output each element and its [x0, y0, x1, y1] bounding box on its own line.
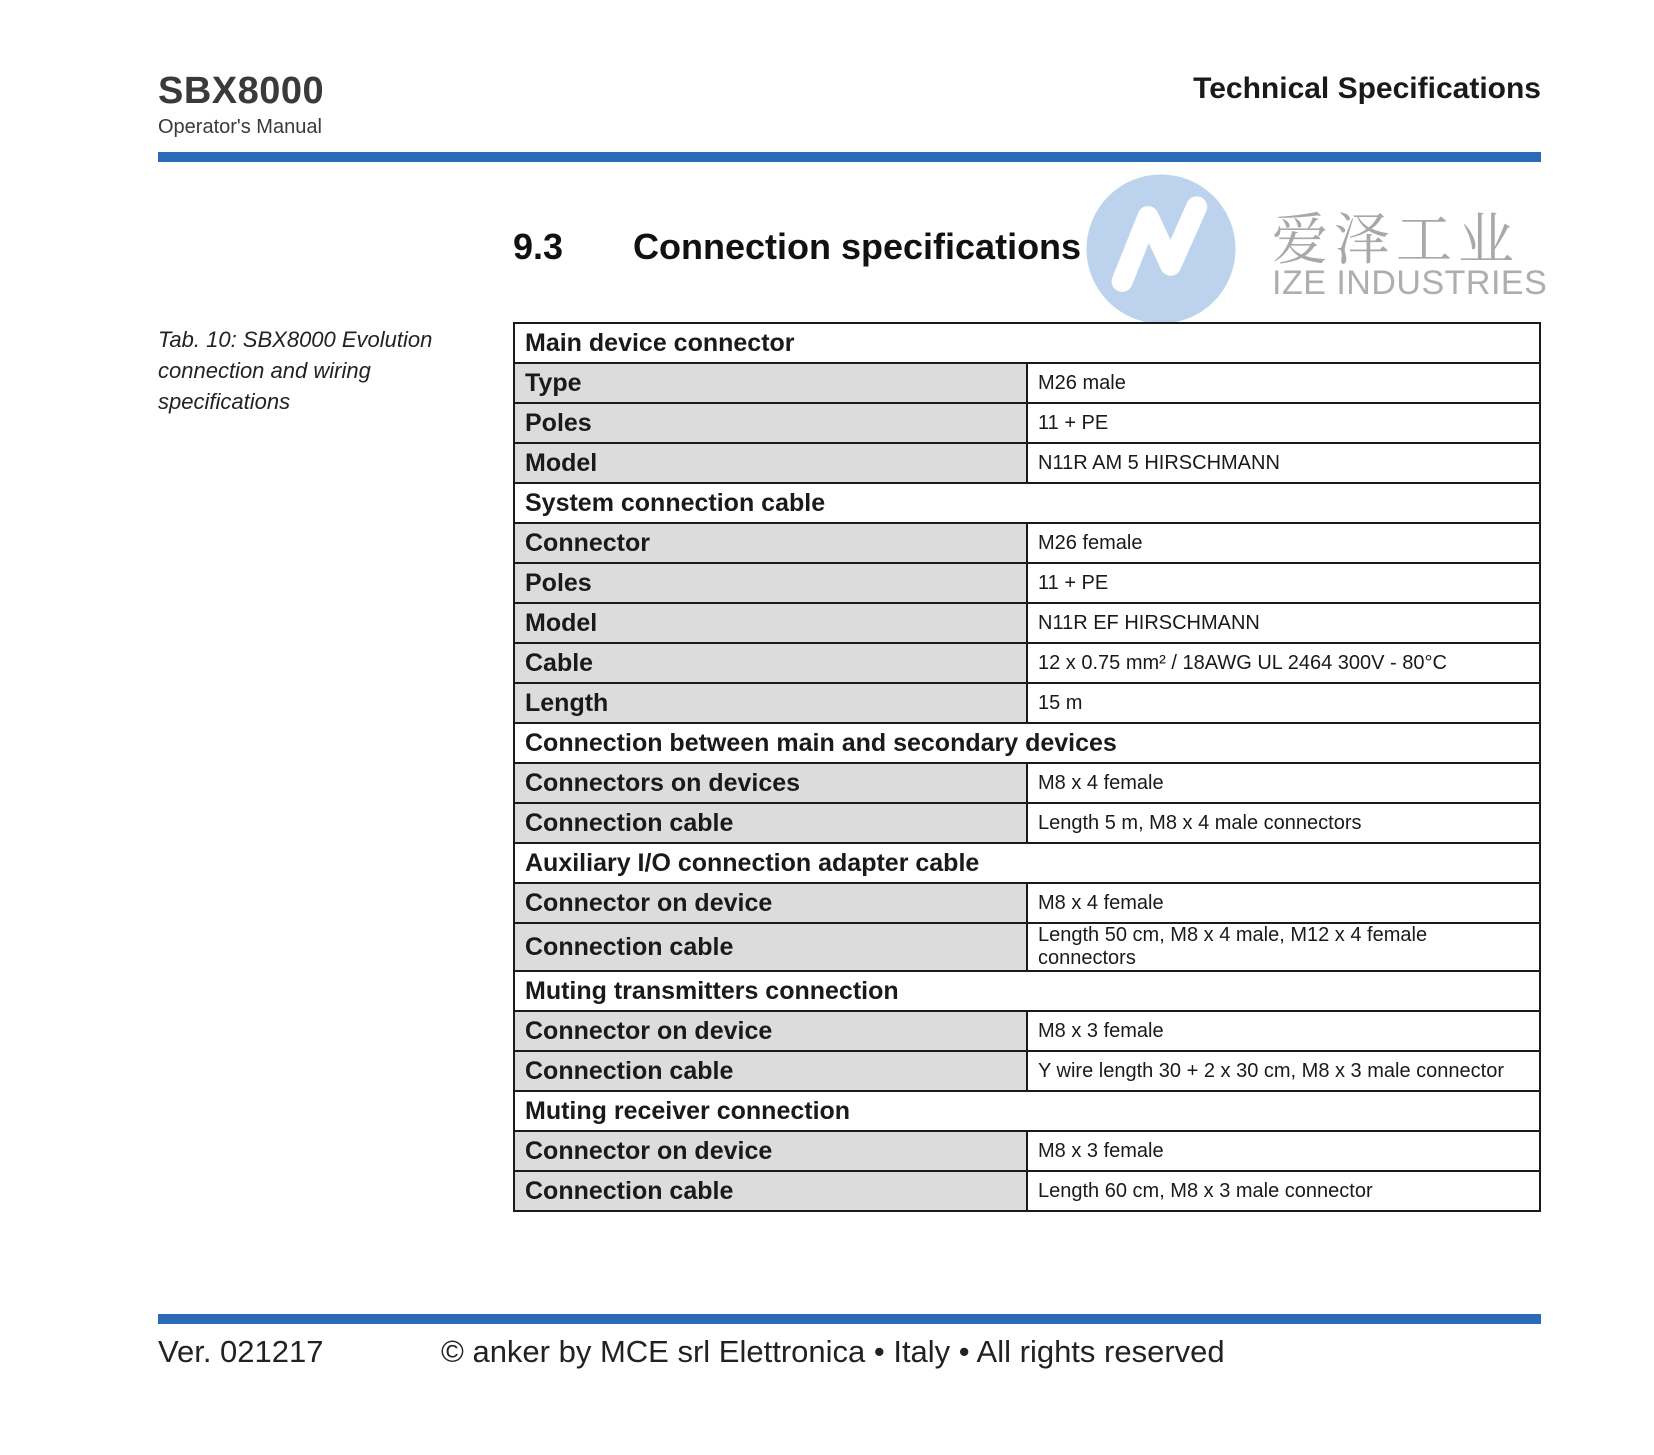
- table-group-row: [514, 971, 1540, 1011]
- doc-subtitle: Operator's Manual: [158, 116, 322, 138]
- row-label: Connection cable: [514, 1051, 1027, 1091]
- table-row: [514, 1011, 1540, 1051]
- row-label: Connection cable: [514, 923, 1027, 971]
- row-value: Length 50 cm, M8 x 4 male, M12 x 4 female connectors: [1027, 923, 1540, 971]
- row-value: M26 female: [1027, 523, 1540, 563]
- section-number: 9.3: [513, 226, 564, 267]
- group-title: Muting transmitters connection: [514, 971, 1540, 1011]
- row-value: 12 x 0.75 mm² / 18AWG UL 2464 300V - 80°C: [1027, 643, 1540, 683]
- table-row: [514, 803, 1540, 843]
- table-row: [514, 523, 1540, 563]
- row-label: Connector: [514, 523, 1027, 563]
- table-row: [514, 363, 1540, 403]
- table-caption: Tab. 10: SBX8000 Evolution connection and wiring specifications: [158, 327, 433, 414]
- table-row: [514, 403, 1540, 443]
- row-value: N11R AM 5 HIRSCHMANN: [1027, 443, 1540, 483]
- section-title: Connection specifications: [633, 226, 1082, 267]
- row-value: M8 x 4 female: [1027, 883, 1540, 923]
- row-label: Connector on device: [514, 1011, 1027, 1051]
- table-row: [514, 883, 1540, 923]
- section-heading: [513, 226, 1081, 268]
- table-row: [514, 443, 1540, 483]
- row-label: Connector on device: [514, 883, 1027, 923]
- watermark-logo-icon: [1080, 168, 1242, 330]
- row-value: Y wire length 30 + 2 x 30 cm, M8 x 3 male connector: [1027, 1051, 1540, 1091]
- row-label: Connector on device: [514, 1131, 1027, 1171]
- row-value: Length 60 cm, M8 x 3 male connector: [1027, 1171, 1540, 1211]
- footer-rule: [158, 1314, 1541, 1324]
- table-row: [514, 923, 1540, 971]
- group-title: Muting receiver connection: [514, 1091, 1540, 1131]
- row-label: Model: [514, 443, 1027, 483]
- watermark-chinese: 爱泽工业: [1272, 208, 1520, 273]
- row-label: Length: [514, 683, 1027, 723]
- row-label: Connection cable: [514, 803, 1027, 843]
- row-label: Type: [514, 363, 1027, 403]
- footer-copyright: © anker by MCE srl Elettronica • Italy • All rights reserved: [441, 1334, 1225, 1369]
- table-group-row: [514, 1091, 1540, 1131]
- group-title: System connection cable: [514, 483, 1540, 523]
- row-value: M8 x 3 female: [1027, 1011, 1540, 1051]
- table-row: [514, 563, 1540, 603]
- chapter-title: Technical Specifications: [1193, 72, 1541, 105]
- row-value: 15 m: [1027, 683, 1540, 723]
- table-group-row: [514, 843, 1540, 883]
- row-label: Connectors on devices: [514, 763, 1027, 803]
- table-row: [514, 763, 1540, 803]
- row-value: 11 + PE: [1027, 403, 1540, 443]
- table-row: [514, 1171, 1540, 1211]
- header-rule: [158, 152, 1541, 162]
- row-value: M8 x 4 female: [1027, 763, 1540, 803]
- group-title: Main device connector: [514, 323, 1540, 363]
- table-row: [514, 683, 1540, 723]
- table-group-row: [514, 323, 1540, 363]
- row-label: Cable: [514, 643, 1027, 683]
- row-value: 11 + PE: [1027, 563, 1540, 603]
- group-title: Auxiliary I/O connection adapter cable: [514, 843, 1540, 883]
- table-row: [514, 643, 1540, 683]
- table-group-row: [514, 483, 1540, 523]
- spec-table: [513, 322, 1541, 1212]
- row-label: Poles: [514, 403, 1027, 443]
- row-label: Poles: [514, 563, 1027, 603]
- doc-title: SBX8000: [158, 70, 325, 112]
- row-label: Model: [514, 603, 1027, 643]
- table-row: [514, 1051, 1540, 1091]
- table-row: [514, 1131, 1540, 1171]
- watermark-english: IZE INDUSTRIES: [1272, 264, 1548, 302]
- row-value: M8 x 3 female: [1027, 1131, 1540, 1171]
- table-group-row: [514, 723, 1540, 763]
- group-title: Connection between main and secondary devices: [514, 723, 1540, 763]
- row-value: M26 male: [1027, 363, 1540, 403]
- row-label: Connection cable: [514, 1171, 1027, 1211]
- footer-version: Ver. 021217: [158, 1334, 324, 1369]
- row-value: Length 5 m, M8 x 4 male connectors: [1027, 803, 1540, 843]
- table-row: [514, 603, 1540, 643]
- row-value: N11R EF HIRSCHMANN: [1027, 603, 1540, 643]
